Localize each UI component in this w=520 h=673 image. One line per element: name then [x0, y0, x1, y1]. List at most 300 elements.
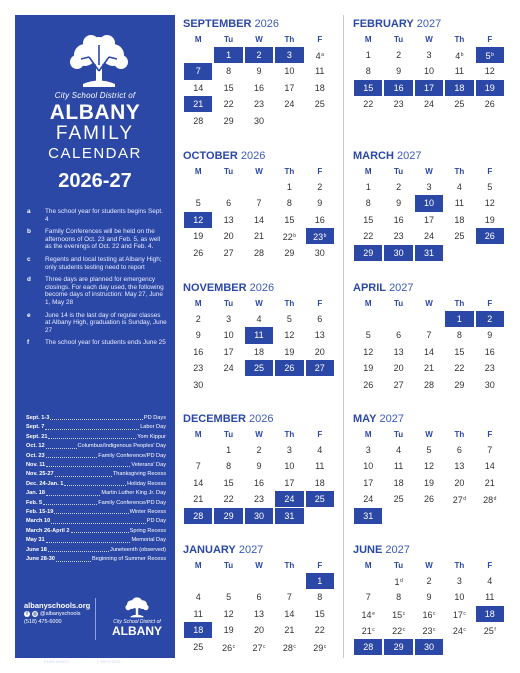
- day-cell[interactable]: [353, 491, 383, 507]
- day-cell[interactable]: [353, 195, 383, 211]
- day-cell-highlighted[interactable]: [274, 47, 304, 63]
- day-cell-highlighted[interactable]: [274, 360, 304, 376]
- day-cell[interactable]: [444, 458, 474, 474]
- week-row: [183, 228, 335, 244]
- footnote-marker: c: [463, 627, 466, 634]
- day-cell[interactable]: [305, 622, 335, 638]
- day-number: 21: [484, 477, 495, 488]
- day-cell[interactable]: [244, 245, 274, 261]
- day-cell[interactable]: [213, 228, 243, 244]
- day-cell[interactable]: [274, 228, 304, 244]
- week-row: [353, 344, 505, 360]
- day-cell[interactable]: [353, 327, 383, 343]
- week-row: [353, 245, 505, 261]
- day-number: 27: [314, 363, 325, 374]
- weekday-label: Tu: [393, 299, 404, 308]
- day-cell[interactable]: [414, 589, 444, 605]
- day-cell-highlighted[interactable]: [353, 508, 383, 524]
- day-cell[interactable]: [305, 475, 335, 491]
- day-cell[interactable]: [353, 96, 383, 112]
- week-row: [183, 360, 335, 376]
- day-cell[interactable]: [444, 606, 474, 622]
- day-cell[interactable]: [353, 360, 383, 376]
- week-row: [353, 508, 505, 524]
- month-year: 2026: [249, 413, 274, 425]
- day-cell[interactable]: [475, 458, 505, 474]
- day-cell[interactable]: [183, 639, 213, 655]
- day-number: 9: [256, 461, 262, 472]
- day-cell[interactable]: [244, 622, 274, 638]
- day-cell[interactable]: [213, 195, 243, 211]
- day-cell[interactable]: [383, 606, 413, 622]
- day-number: 3: [286, 50, 292, 60]
- day-cell[interactable]: [183, 475, 213, 491]
- event-name: PD Day: [146, 518, 166, 525]
- day-cell-highlighted[interactable]: [475, 606, 505, 622]
- day-cell[interactable]: [305, 195, 335, 211]
- day-cell[interactable]: [383, 491, 413, 507]
- week-row: [183, 442, 335, 458]
- weekday-label: Tu: [393, 430, 404, 439]
- day-cell-highlighted[interactable]: [475, 311, 505, 327]
- day-cell[interactable]: [183, 113, 213, 129]
- day-cell[interactable]: [274, 96, 304, 112]
- day-cell[interactable]: [353, 179, 383, 195]
- day-cell[interactable]: [213, 344, 243, 360]
- day-cell-highlighted[interactable]: [244, 360, 274, 376]
- day-cell[interactable]: [274, 212, 304, 228]
- day-cell-highlighted[interactable]: [383, 639, 413, 655]
- day-cell[interactable]: [274, 344, 304, 360]
- day-cell[interactable]: [444, 344, 474, 360]
- day-cell[interactable]: [414, 212, 444, 228]
- day-cell[interactable]: [305, 458, 335, 474]
- day-number: 19: [284, 346, 295, 357]
- day-cell[interactable]: [213, 80, 243, 96]
- day-cell-highlighted[interactable]: [183, 212, 213, 228]
- day-cell[interactable]: [305, 311, 335, 327]
- day-cell[interactable]: [183, 80, 213, 96]
- day-cell[interactable]: [414, 327, 444, 343]
- day-cell[interactable]: [183, 377, 213, 393]
- day-number: 8: [456, 330, 462, 341]
- day-cell-highlighted[interactable]: [414, 245, 444, 261]
- day-cell: [383, 508, 413, 524]
- day-cell[interactable]: [213, 491, 243, 507]
- day-cell[interactable]: [383, 589, 413, 605]
- day-cell-highlighted[interactable]: [383, 80, 413, 96]
- day-cell[interactable]: [444, 63, 474, 79]
- day-cell[interactable]: [444, 442, 474, 458]
- day-number: 7: [195, 66, 201, 77]
- day-cell[interactable]: [414, 573, 444, 589]
- day-cell-highlighted[interactable]: [213, 508, 243, 524]
- day-cell[interactable]: [274, 639, 304, 655]
- day-cell[interactable]: [475, 573, 505, 589]
- day-cell[interactable]: [244, 228, 274, 244]
- day-cell-highlighted[interactable]: [305, 228, 335, 244]
- day-number: 29: [223, 115, 234, 126]
- day-cell[interactable]: [414, 47, 444, 63]
- day-number: 22: [282, 232, 293, 243]
- day-cell[interactable]: [244, 442, 274, 458]
- day-cell[interactable]: [305, 245, 335, 261]
- day-cell[interactable]: [244, 96, 274, 112]
- day-cell-highlighted[interactable]: [383, 245, 413, 261]
- day-cell[interactable]: [475, 327, 505, 343]
- day-number: 29: [223, 510, 234, 521]
- event-item: [26, 489, 166, 498]
- day-cell-highlighted[interactable]: [183, 508, 213, 524]
- event-item: [26, 470, 166, 479]
- day-cell[interactable]: [274, 63, 304, 79]
- day-cell[interactable]: [475, 360, 505, 376]
- weekday-label: W: [425, 430, 433, 439]
- day-cell[interactable]: [444, 360, 474, 376]
- day-cell[interactable]: [414, 344, 444, 360]
- day-cell[interactable]: [244, 475, 274, 491]
- day-cell-highlighted[interactable]: [414, 639, 444, 655]
- day-cell[interactable]: [475, 63, 505, 79]
- day-cell-highlighted[interactable]: [414, 80, 444, 96]
- weekday-label: Th: [454, 561, 465, 570]
- day-cell[interactable]: [244, 212, 274, 228]
- day-cell[interactable]: [475, 195, 505, 211]
- day-number: 26: [484, 99, 495, 110]
- day-cell[interactable]: [475, 179, 505, 195]
- weekday-label: W: [255, 167, 263, 176]
- day-number: 23: [393, 231, 404, 242]
- day-cell[interactable]: [383, 179, 413, 195]
- day-cell[interactable]: [274, 327, 304, 343]
- day-cell[interactable]: [353, 622, 383, 638]
- day-cell[interactable]: [213, 458, 243, 474]
- day-cell[interactable]: [475, 442, 505, 458]
- day-cell[interactable]: [305, 212, 335, 228]
- day-cell[interactable]: [244, 195, 274, 211]
- day-cell[interactable]: [274, 442, 304, 458]
- day-cell-highlighted[interactable]: [444, 80, 474, 96]
- day-cell[interactable]: [305, 327, 335, 343]
- day-cell-highlighted[interactable]: [444, 311, 474, 327]
- day-cell-highlighted[interactable]: [475, 47, 505, 63]
- day-cell-highlighted[interactable]: [183, 622, 213, 638]
- week-row: [353, 327, 505, 343]
- day-cell[interactable]: [475, 589, 505, 605]
- day-cell[interactable]: [274, 179, 304, 195]
- week-row: [353, 475, 505, 491]
- day-number: 22: [392, 626, 403, 637]
- day-cell[interactable]: [414, 96, 444, 112]
- day-cell[interactable]: [244, 344, 274, 360]
- day-number: 19: [193, 231, 204, 242]
- day-number: 31: [363, 510, 374, 521]
- day-number: 28: [363, 641, 374, 652]
- day-cell[interactable]: [383, 47, 413, 63]
- day-cell-highlighted[interactable]: [475, 228, 505, 244]
- day-cell[interactable]: [444, 212, 474, 228]
- day-cell[interactable]: [183, 327, 213, 343]
- day-number: 30: [253, 115, 264, 126]
- day-cell[interactable]: [383, 344, 413, 360]
- month-name: JUNE: [353, 544, 383, 556]
- day-cell[interactable]: [213, 475, 243, 491]
- day-cell[interactable]: [244, 80, 274, 96]
- day-number: 3: [426, 182, 432, 192]
- day-cell[interactable]: [444, 377, 474, 393]
- day-cell[interactable]: [213, 622, 243, 638]
- day-cell[interactable]: [414, 360, 444, 376]
- footnote-f: [27, 339, 167, 347]
- day-cell[interactable]: [244, 491, 274, 507]
- footnote-marker: c: [323, 643, 327, 650]
- day-cell[interactable]: [353, 589, 383, 605]
- day-cell: [213, 377, 243, 393]
- day-cell-highlighted[interactable]: [305, 573, 335, 589]
- event-name: Thanksgiving Recess: [112, 471, 166, 478]
- week-row: [183, 327, 335, 343]
- weekday-label: M: [364, 430, 372, 439]
- week-row: [183, 179, 335, 195]
- day-cell[interactable]: [244, 606, 274, 622]
- day-cell[interactable]: [353, 63, 383, 79]
- day-number: 13: [253, 608, 264, 619]
- day-cell[interactable]: [244, 589, 274, 605]
- day-cell-highlighted[interactable]: [353, 245, 383, 261]
- day-cell[interactable]: [274, 245, 304, 261]
- day-cell[interactable]: [475, 212, 505, 228]
- day-cell[interactable]: [383, 377, 413, 393]
- day-cell[interactable]: [305, 80, 335, 96]
- day-number: 8: [365, 198, 371, 209]
- facebook-icon[interactable]: f: [24, 611, 30, 617]
- day-cell[interactable]: [444, 327, 474, 343]
- day-cell-highlighted[interactable]: [183, 63, 213, 79]
- day-cell[interactable]: [274, 195, 304, 211]
- day-cell[interactable]: [244, 63, 274, 79]
- day-cell[interactable]: [305, 606, 335, 622]
- day-cell[interactable]: [305, 639, 335, 655]
- day-cell[interactable]: [414, 475, 444, 491]
- day-cell[interactable]: [213, 311, 243, 327]
- day-cell-highlighted[interactable]: [305, 491, 335, 507]
- day-cell[interactable]: [414, 606, 444, 622]
- day-cell[interactable]: [353, 228, 383, 244]
- day-cell[interactable]: [183, 195, 213, 211]
- day-cell[interactable]: [213, 589, 243, 605]
- day-cell[interactable]: [305, 589, 335, 605]
- day-cell[interactable]: [183, 228, 213, 244]
- day-cell[interactable]: [244, 458, 274, 474]
- day-cell-highlighted[interactable]: [274, 508, 304, 524]
- day-cell[interactable]: [353, 442, 383, 458]
- day-cell-highlighted[interactable]: [274, 491, 304, 507]
- month-february: [353, 16, 505, 113]
- day-number: 28: [483, 495, 494, 506]
- day-cell[interactable]: [383, 573, 413, 589]
- day-cell[interactable]: [383, 475, 413, 491]
- day-cell[interactable]: [444, 491, 474, 507]
- day-cell[interactable]: [383, 63, 413, 79]
- day-number: 28: [423, 379, 434, 390]
- day-cell[interactable]: [444, 47, 474, 63]
- day-cell[interactable]: [244, 639, 274, 655]
- day-cell[interactable]: [213, 113, 243, 129]
- day-cell[interactable]: [353, 212, 383, 228]
- day-number: 16: [314, 214, 325, 225]
- day-cell[interactable]: [414, 622, 444, 638]
- day-cell[interactable]: [305, 63, 335, 79]
- day-cell[interactable]: [383, 96, 413, 112]
- day-cell[interactable]: [305, 442, 335, 458]
- day-cell: [305, 508, 335, 524]
- day-cell[interactable]: [383, 442, 413, 458]
- day-cell-highlighted[interactable]: [353, 80, 383, 96]
- day-cell[interactable]: [444, 179, 474, 195]
- day-cell[interactable]: [183, 245, 213, 261]
- week-row: [183, 245, 335, 261]
- day-cell-highlighted[interactable]: [244, 47, 274, 63]
- day-number: 23: [253, 494, 264, 505]
- day-cell[interactable]: [213, 96, 243, 112]
- day-cell[interactable]: [383, 360, 413, 376]
- day-cell[interactable]: [444, 475, 474, 491]
- day-cell[interactable]: [383, 622, 413, 638]
- day-cell[interactable]: [444, 96, 474, 112]
- day-number: 6: [256, 592, 262, 603]
- day-cell[interactable]: [383, 228, 413, 244]
- day-cell[interactable]: [414, 228, 444, 244]
- event-date: Dec. 24-Jan. 1: [26, 480, 64, 487]
- day-cell[interactable]: [475, 622, 505, 638]
- day-number: 10: [284, 66, 295, 77]
- footnote-letter: e: [27, 311, 31, 319]
- day-cell[interactable]: [274, 80, 304, 96]
- day-cell[interactable]: [244, 311, 274, 327]
- day-number: 24: [284, 99, 295, 110]
- day-cell-highlighted[interactable]: [183, 96, 213, 112]
- day-number: 2: [396, 50, 402, 60]
- weekday-label: F: [317, 35, 323, 44]
- day-cell[interactable]: [183, 311, 213, 327]
- day-cell[interactable]: [305, 47, 335, 63]
- day-number: 10: [284, 461, 295, 472]
- day-cell[interactable]: [414, 63, 444, 79]
- day-cell[interactable]: [444, 228, 474, 244]
- day-cell[interactable]: [213, 212, 243, 228]
- day-cell[interactable]: [183, 589, 213, 605]
- day-cell[interactable]: [383, 212, 413, 228]
- day-cell[interactable]: [274, 475, 304, 491]
- day-cell[interactable]: [353, 475, 383, 491]
- day-cell: [444, 508, 474, 524]
- day-cell[interactable]: [383, 458, 413, 474]
- day-cell[interactable]: [244, 113, 274, 129]
- day-cell[interactable]: [444, 589, 474, 605]
- day-cell[interactable]: [353, 377, 383, 393]
- event-date: Nov. 25-27: [26, 471, 54, 478]
- day-cell[interactable]: [213, 442, 243, 458]
- day-number: 25: [454, 231, 465, 242]
- day-number: 27: [393, 379, 404, 390]
- weekday-label: F: [487, 561, 493, 570]
- day-cell[interactable]: [274, 606, 304, 622]
- day-cell[interactable]: [213, 360, 243, 376]
- month-title: [353, 16, 505, 32]
- day-cell[interactable]: [274, 622, 304, 638]
- leader-dots: [46, 452, 98, 458]
- day-cell[interactable]: [213, 327, 243, 343]
- day-cell-highlighted[interactable]: [244, 327, 274, 343]
- day-cell[interactable]: [213, 245, 243, 261]
- day-cell[interactable]: [213, 63, 243, 79]
- day-number: 25: [483, 626, 494, 637]
- day-cell[interactable]: [475, 475, 505, 491]
- day-cell[interactable]: [475, 344, 505, 360]
- day-cell-highlighted[interactable]: [213, 47, 243, 63]
- day-cell[interactable]: [305, 96, 335, 112]
- day-cell[interactable]: [444, 195, 474, 211]
- day-cell[interactable]: [274, 458, 304, 474]
- day-cell[interactable]: [183, 491, 213, 507]
- day-number: 20: [223, 231, 234, 242]
- day-cell[interactable]: [274, 589, 304, 605]
- day-cell[interactable]: [414, 491, 444, 507]
- month-name: OCTOBER: [183, 150, 238, 162]
- day-cell[interactable]: [444, 622, 474, 638]
- day-cell[interactable]: [383, 327, 413, 343]
- day-cell[interactable]: [475, 377, 505, 393]
- day-cell-highlighted[interactable]: [475, 80, 505, 96]
- day-cell[interactable]: [414, 442, 444, 458]
- day-cell-highlighted[interactable]: [305, 360, 335, 376]
- day-cell[interactable]: [353, 344, 383, 360]
- day-cell-highlighted[interactable]: [414, 195, 444, 211]
- day-cell[interactable]: [353, 606, 383, 622]
- day-cell-highlighted[interactable]: [353, 639, 383, 655]
- day-cell[interactable]: [353, 47, 383, 63]
- day-cell[interactable]: [475, 96, 505, 112]
- day-cell[interactable]: [444, 573, 474, 589]
- day-number: 26: [363, 379, 374, 390]
- website-link[interactable]: albanyschools.org: [24, 601, 91, 610]
- day-cell[interactable]: [183, 606, 213, 622]
- day-cell[interactable]: [183, 360, 213, 376]
- day-cell-highlighted[interactable]: [244, 508, 274, 524]
- day-cell[interactable]: [183, 458, 213, 474]
- month-year: 2027: [389, 282, 414, 294]
- day-cell[interactable]: [183, 344, 213, 360]
- day-cell[interactable]: [414, 458, 444, 474]
- day-cell[interactable]: [475, 491, 505, 507]
- day-cell[interactable]: [383, 195, 413, 211]
- day-cell[interactable]: [213, 606, 243, 622]
- event-name: Memorial Day: [131, 537, 166, 544]
- day-cell[interactable]: [305, 344, 335, 360]
- instagram-icon[interactable]: ◎: [33, 611, 37, 616]
- day-cell[interactable]: [414, 179, 444, 195]
- day-cell[interactable]: [305, 179, 335, 195]
- social-handle[interactable]: [24, 611, 80, 617]
- day-cell[interactable]: [274, 311, 304, 327]
- event-date: June 28-30: [26, 556, 55, 563]
- day-number: 16: [393, 214, 404, 225]
- day-cell: [353, 573, 383, 589]
- event-date: Feb. 5: [26, 499, 43, 506]
- day-cell[interactable]: [414, 377, 444, 393]
- day-cell[interactable]: [213, 639, 243, 655]
- day-cell[interactable]: [353, 458, 383, 474]
